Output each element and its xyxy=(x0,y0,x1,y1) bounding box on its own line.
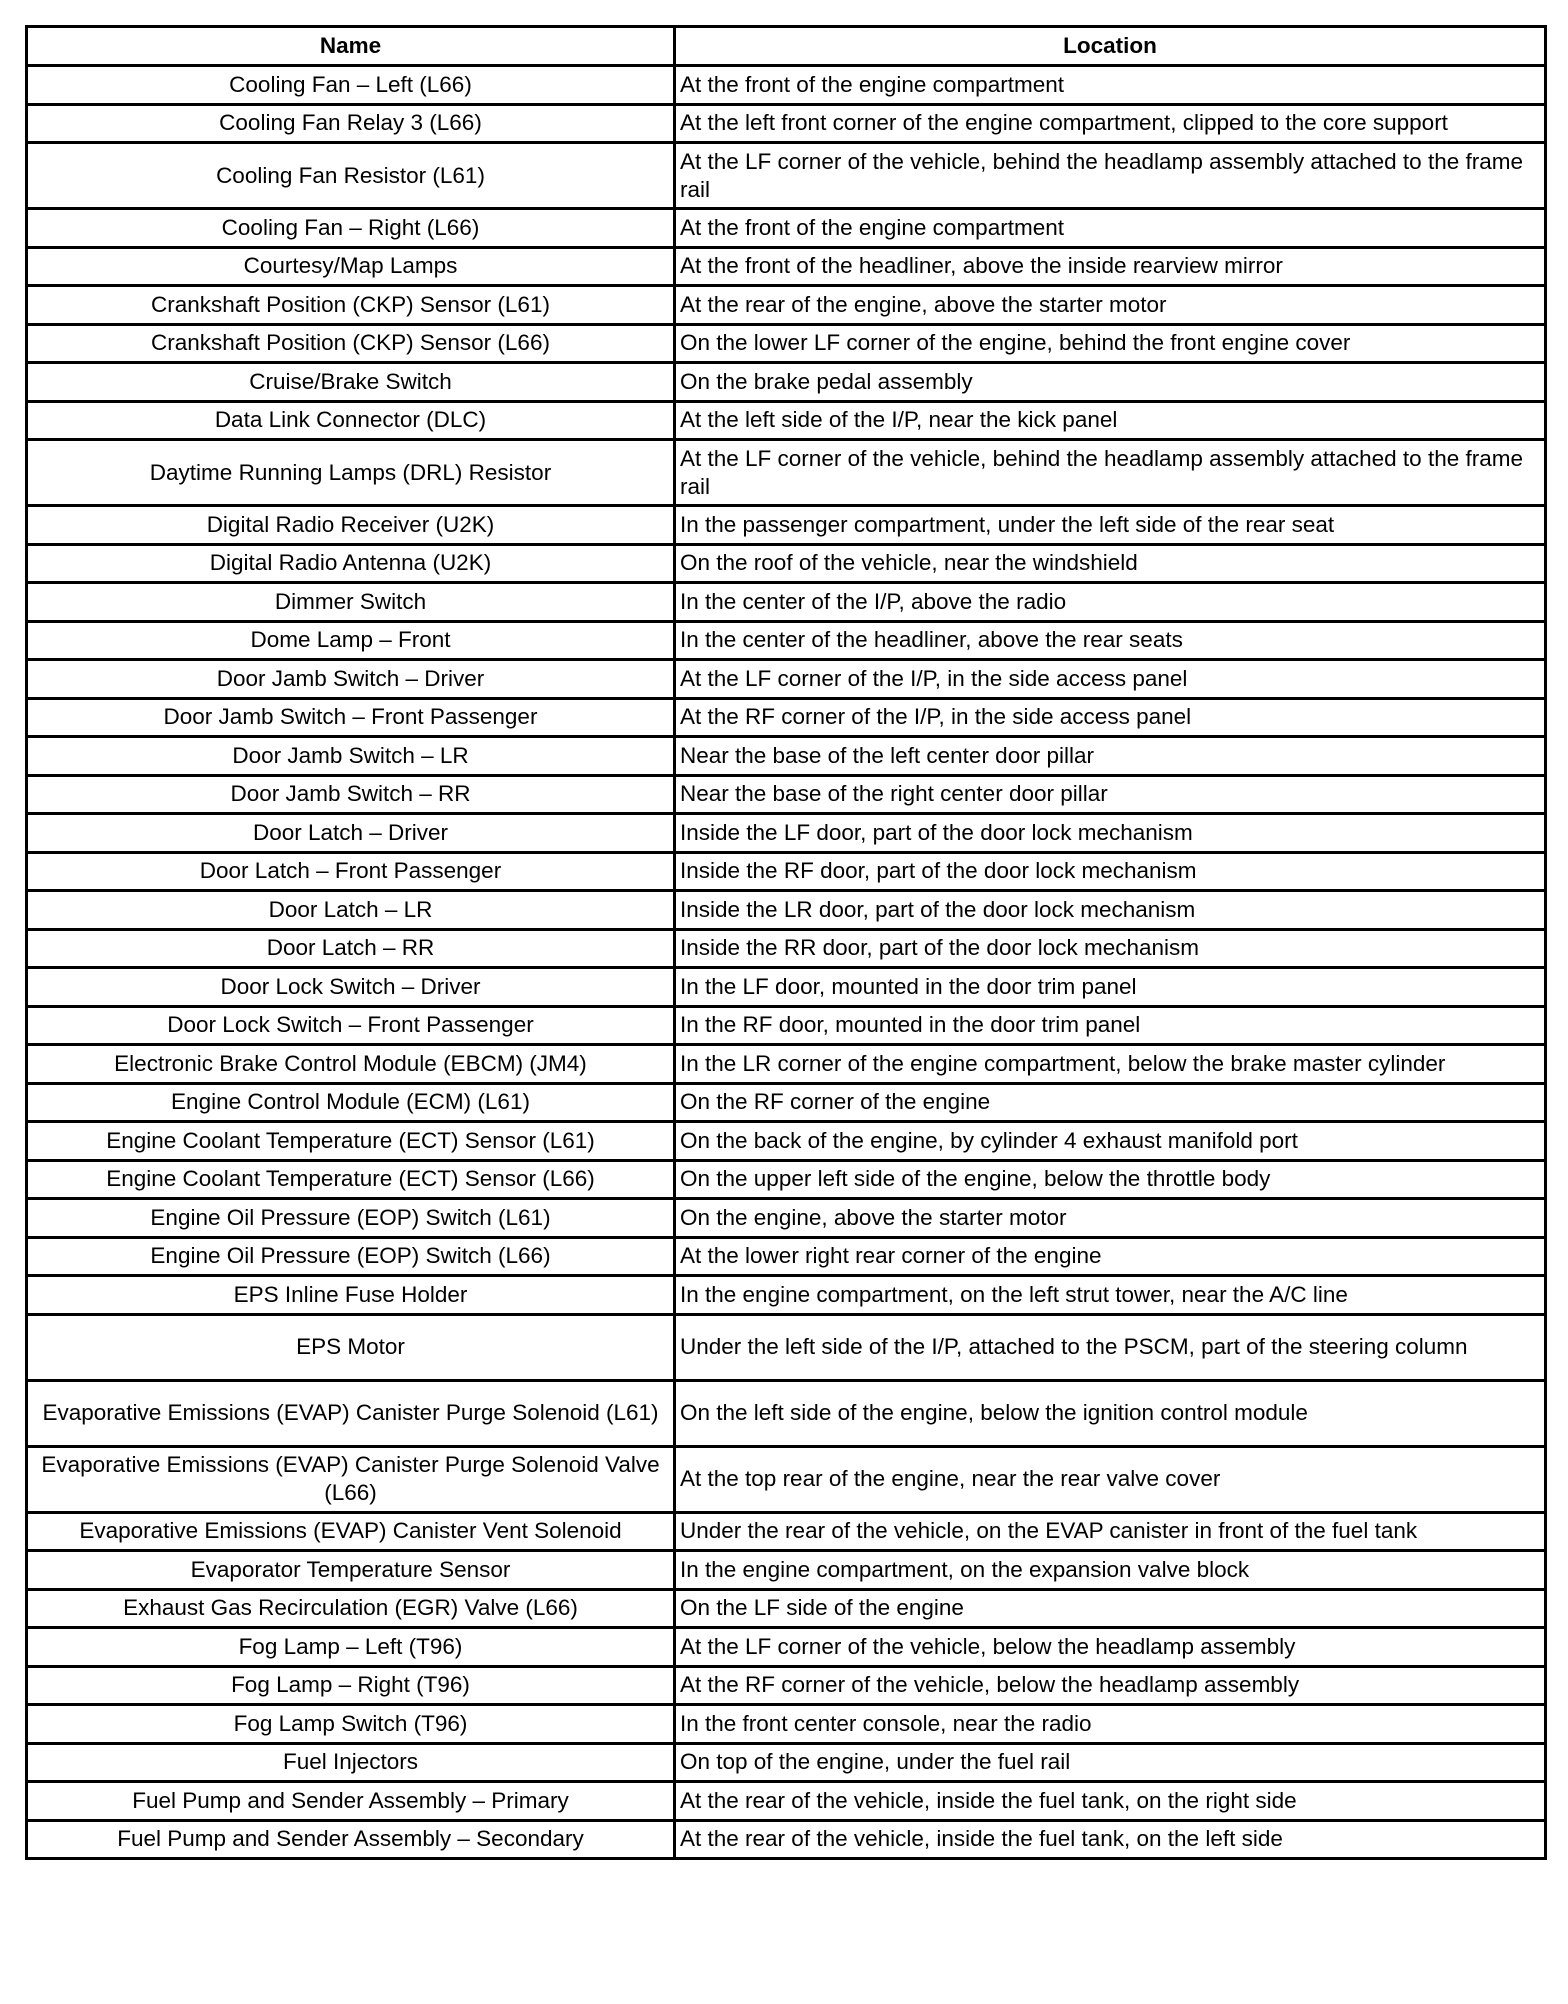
table-row xyxy=(27,583,1546,622)
component-name-cell: Door Jamb Switch – RR xyxy=(27,775,675,814)
component-location-cell: On the upper left side of the engine, below the throttle body xyxy=(675,1160,1546,1199)
component-location-cell: Under the left side of the I/P, attached to the PSCM, part of the steering column xyxy=(675,1314,1546,1380)
table-row xyxy=(27,775,1546,814)
component-name-cell: Door Latch – LR xyxy=(27,891,675,930)
component-location-cell: On the roof of the vehicle, near the windshield xyxy=(675,544,1546,583)
table-row xyxy=(27,929,1546,968)
table-row xyxy=(27,1276,1546,1315)
component-location-cell: In the LF door, mounted in the door trim panel xyxy=(675,968,1546,1007)
component-name-cell: Fuel Injectors xyxy=(27,1743,675,1782)
component-location-cell: Inside the RR door, part of the door lock mechanism xyxy=(675,929,1546,968)
component-location-cell: On the LF side of the engine xyxy=(675,1589,1546,1628)
component-name-cell: EPS Inline Fuse Holder xyxy=(27,1276,675,1315)
component-name-cell: Digital Radio Antenna (U2K) xyxy=(27,544,675,583)
component-name-cell: Crankshaft Position (CKP) Sensor (L66) xyxy=(27,324,675,363)
component-location-cell: On the RF corner of the engine xyxy=(675,1083,1546,1122)
table-row xyxy=(27,286,1546,325)
table-body xyxy=(27,66,1546,1859)
component-location-cell: On the engine, above the starter motor xyxy=(675,1199,1546,1238)
component-name-cell: Dimmer Switch xyxy=(27,583,675,622)
component-location-cell: Under the rear of the vehicle, on the EVAP canister in front of the fuel tank xyxy=(675,1512,1546,1551)
component-name-cell: Cruise/Brake Switch xyxy=(27,363,675,402)
table-row xyxy=(27,1666,1546,1705)
component-name-cell: Fog Lamp – Left (T96) xyxy=(27,1628,675,1667)
location-column-header: Location xyxy=(675,27,1546,66)
table-row xyxy=(27,66,1546,105)
component-name-cell: Fog Lamp – Right (T96) xyxy=(27,1666,675,1705)
table-row xyxy=(27,544,1546,583)
component-location-table xyxy=(25,25,1547,1860)
component-location-cell: At the rear of the vehicle, inside the fuel tank, on the right side xyxy=(675,1782,1546,1821)
component-name-cell: Electronic Brake Control Module (EBCM) (JM4) xyxy=(27,1045,675,1084)
component-location-cell: In the RF door, mounted in the door trim panel xyxy=(675,1006,1546,1045)
component-name-cell: Courtesy/Map Lamps xyxy=(27,247,675,286)
component-location-cell: In the engine compartment, on the expansion valve block xyxy=(675,1551,1546,1590)
component-location-cell: On the lower LF corner of the engine, behind the front engine cover xyxy=(675,324,1546,363)
component-name-cell: Dome Lamp – Front xyxy=(27,621,675,660)
table-row xyxy=(27,1589,1546,1628)
component-location-cell: In the engine compartment, on the left strut tower, near the A/C line xyxy=(675,1276,1546,1315)
component-name-cell: Door Lock Switch – Driver xyxy=(27,968,675,1007)
component-name-cell: Cooling Fan – Left (L66) xyxy=(27,66,675,105)
component-name-cell: Engine Oil Pressure (EOP) Switch (L61) xyxy=(27,1199,675,1238)
table-row xyxy=(27,506,1546,545)
table-row xyxy=(27,737,1546,776)
table-row xyxy=(27,1820,1546,1859)
component-location-cell: Near the base of the right center door pillar xyxy=(675,775,1546,814)
component-location-cell: On top of the engine, under the fuel rail xyxy=(675,1743,1546,1782)
component-location-cell: In the LR corner of the engine compartment, below the brake master cylinder xyxy=(675,1045,1546,1084)
table-row xyxy=(27,1314,1546,1380)
component-name-cell: Cooling Fan – Right (L66) xyxy=(27,209,675,248)
component-location-cell: At the LF corner of the I/P, in the side access panel xyxy=(675,660,1546,699)
table-row xyxy=(27,324,1546,363)
component-name-cell: Engine Coolant Temperature (ECT) Sensor (L66) xyxy=(27,1160,675,1199)
component-location-cell: At the RF corner of the vehicle, below the headlamp assembly xyxy=(675,1666,1546,1705)
table-row xyxy=(27,1160,1546,1199)
component-name-cell: Engine Oil Pressure (EOP) Switch (L66) xyxy=(27,1237,675,1276)
table-row xyxy=(27,814,1546,853)
header-row xyxy=(27,27,1546,66)
table-row xyxy=(27,1705,1546,1744)
table-row xyxy=(27,698,1546,737)
component-name-cell: Fuel Pump and Sender Assembly – Primary xyxy=(27,1782,675,1821)
table-row xyxy=(27,401,1546,440)
table-row xyxy=(27,209,1546,248)
table-row xyxy=(27,247,1546,286)
table-row xyxy=(27,852,1546,891)
table-row xyxy=(27,1446,1546,1512)
table-row xyxy=(27,1380,1546,1446)
table-row xyxy=(27,1199,1546,1238)
component-location-cell: At the front of the headliner, above the inside rearview mirror xyxy=(675,247,1546,286)
component-name-cell: Evaporator Temperature Sensor xyxy=(27,1551,675,1590)
component-location-cell: In the front center console, near the radio xyxy=(675,1705,1546,1744)
component-location-cell: In the center of the I/P, above the radio xyxy=(675,583,1546,622)
component-name-cell: Door Jamb Switch – Front Passenger xyxy=(27,698,675,737)
component-location-cell: At the top rear of the engine, near the rear valve cover xyxy=(675,1446,1546,1512)
component-location-cell: At the rear of the vehicle, inside the fuel tank, on the left side xyxy=(675,1820,1546,1859)
component-location-cell: On the left side of the engine, below the ignition control module xyxy=(675,1380,1546,1446)
component-location-cell: At the rear of the engine, above the starter motor xyxy=(675,286,1546,325)
component-location-cell: In the center of the headliner, above the rear seats xyxy=(675,621,1546,660)
component-name-cell: Data Link Connector (DLC) xyxy=(27,401,675,440)
component-name-cell: Exhaust Gas Recirculation (EGR) Valve (L66) xyxy=(27,1589,675,1628)
table-row xyxy=(27,1237,1546,1276)
table-row xyxy=(27,104,1546,143)
component-name-cell: Cooling Fan Relay 3 (L66) xyxy=(27,104,675,143)
component-name-cell: Evaporative Emissions (EVAP) Canister Vent Solenoid xyxy=(27,1512,675,1551)
table-row xyxy=(27,1083,1546,1122)
name-column-header: Name xyxy=(27,27,675,66)
table-row xyxy=(27,1006,1546,1045)
component-location-cell: At the front of the engine compartment xyxy=(675,209,1546,248)
table-row xyxy=(27,440,1546,506)
component-location-cell: At the left side of the I/P, near the kick panel xyxy=(675,401,1546,440)
component-name-cell: Door Latch – RR xyxy=(27,929,675,968)
component-name-cell: Fog Lamp Switch (T96) xyxy=(27,1705,675,1744)
component-location-cell: On the back of the engine, by cylinder 4 exhaust manifold port xyxy=(675,1122,1546,1161)
component-location-cell: At the left front corner of the engine compartment, clipped to the core support xyxy=(675,104,1546,143)
table-row xyxy=(27,660,1546,699)
table-row xyxy=(27,968,1546,1007)
component-location-cell: On the brake pedal assembly xyxy=(675,363,1546,402)
table-row xyxy=(27,1512,1546,1551)
component-name-cell: Daytime Running Lamps (DRL) Resistor xyxy=(27,440,675,506)
component-location-cell: At the LF corner of the vehicle, behind the headlamp assembly attached to the frame rail xyxy=(675,440,1546,506)
component-name-cell: Engine Control Module (ECM) (L61) xyxy=(27,1083,675,1122)
component-name-cell: Engine Coolant Temperature (ECT) Sensor (L61) xyxy=(27,1122,675,1161)
component-name-cell: Door Latch – Front Passenger xyxy=(27,852,675,891)
table-row xyxy=(27,891,1546,930)
component-location-cell: In the passenger compartment, under the left side of the rear seat xyxy=(675,506,1546,545)
component-name-cell: Door Latch – Driver xyxy=(27,814,675,853)
table-row xyxy=(27,1551,1546,1590)
component-name-cell: Cooling Fan Resistor (L61) xyxy=(27,143,675,209)
component-name-cell: Door Jamb Switch – LR xyxy=(27,737,675,776)
component-name-cell: Fuel Pump and Sender Assembly – Secondary xyxy=(27,1820,675,1859)
table-row xyxy=(27,1628,1546,1667)
component-name-cell: Evaporative Emissions (EVAP) Canister Purge Solenoid (L61) xyxy=(27,1380,675,1446)
component-location-cell: At the lower right rear corner of the engine xyxy=(675,1237,1546,1276)
component-name-cell: Door Jamb Switch – Driver xyxy=(27,660,675,699)
component-location-cell: At the RF corner of the I/P, in the side access panel xyxy=(675,698,1546,737)
table-row xyxy=(27,621,1546,660)
component-location-cell: Inside the RF door, part of the door lock mechanism xyxy=(675,852,1546,891)
component-location-cell: Inside the LF door, part of the door lock mechanism xyxy=(675,814,1546,853)
table-row xyxy=(27,1122,1546,1161)
table-row xyxy=(27,1782,1546,1821)
component-name-cell: EPS Motor xyxy=(27,1314,675,1380)
component-location-cell: At the LF corner of the vehicle, below the headlamp assembly xyxy=(675,1628,1546,1667)
table-row xyxy=(27,1045,1546,1084)
component-name-cell: Evaporative Emissions (EVAP) Canister Purge Solenoid Valve (L66) xyxy=(27,1446,675,1512)
component-location-cell: At the front of the engine compartment xyxy=(675,66,1546,105)
table-row xyxy=(27,143,1546,209)
table-row xyxy=(27,363,1546,402)
component-name-cell: Crankshaft Position (CKP) Sensor (L61) xyxy=(27,286,675,325)
component-name-cell: Digital Radio Receiver (U2K) xyxy=(27,506,675,545)
component-name-cell: Door Lock Switch – Front Passenger xyxy=(27,1006,675,1045)
component-location-cell: At the LF corner of the vehicle, behind the headlamp assembly attached to the frame rail xyxy=(675,143,1546,209)
component-location-cell: Inside the LR door, part of the door lock mechanism xyxy=(675,891,1546,930)
component-location-cell: Near the base of the left center door pillar xyxy=(675,737,1546,776)
table-row xyxy=(27,1743,1546,1782)
